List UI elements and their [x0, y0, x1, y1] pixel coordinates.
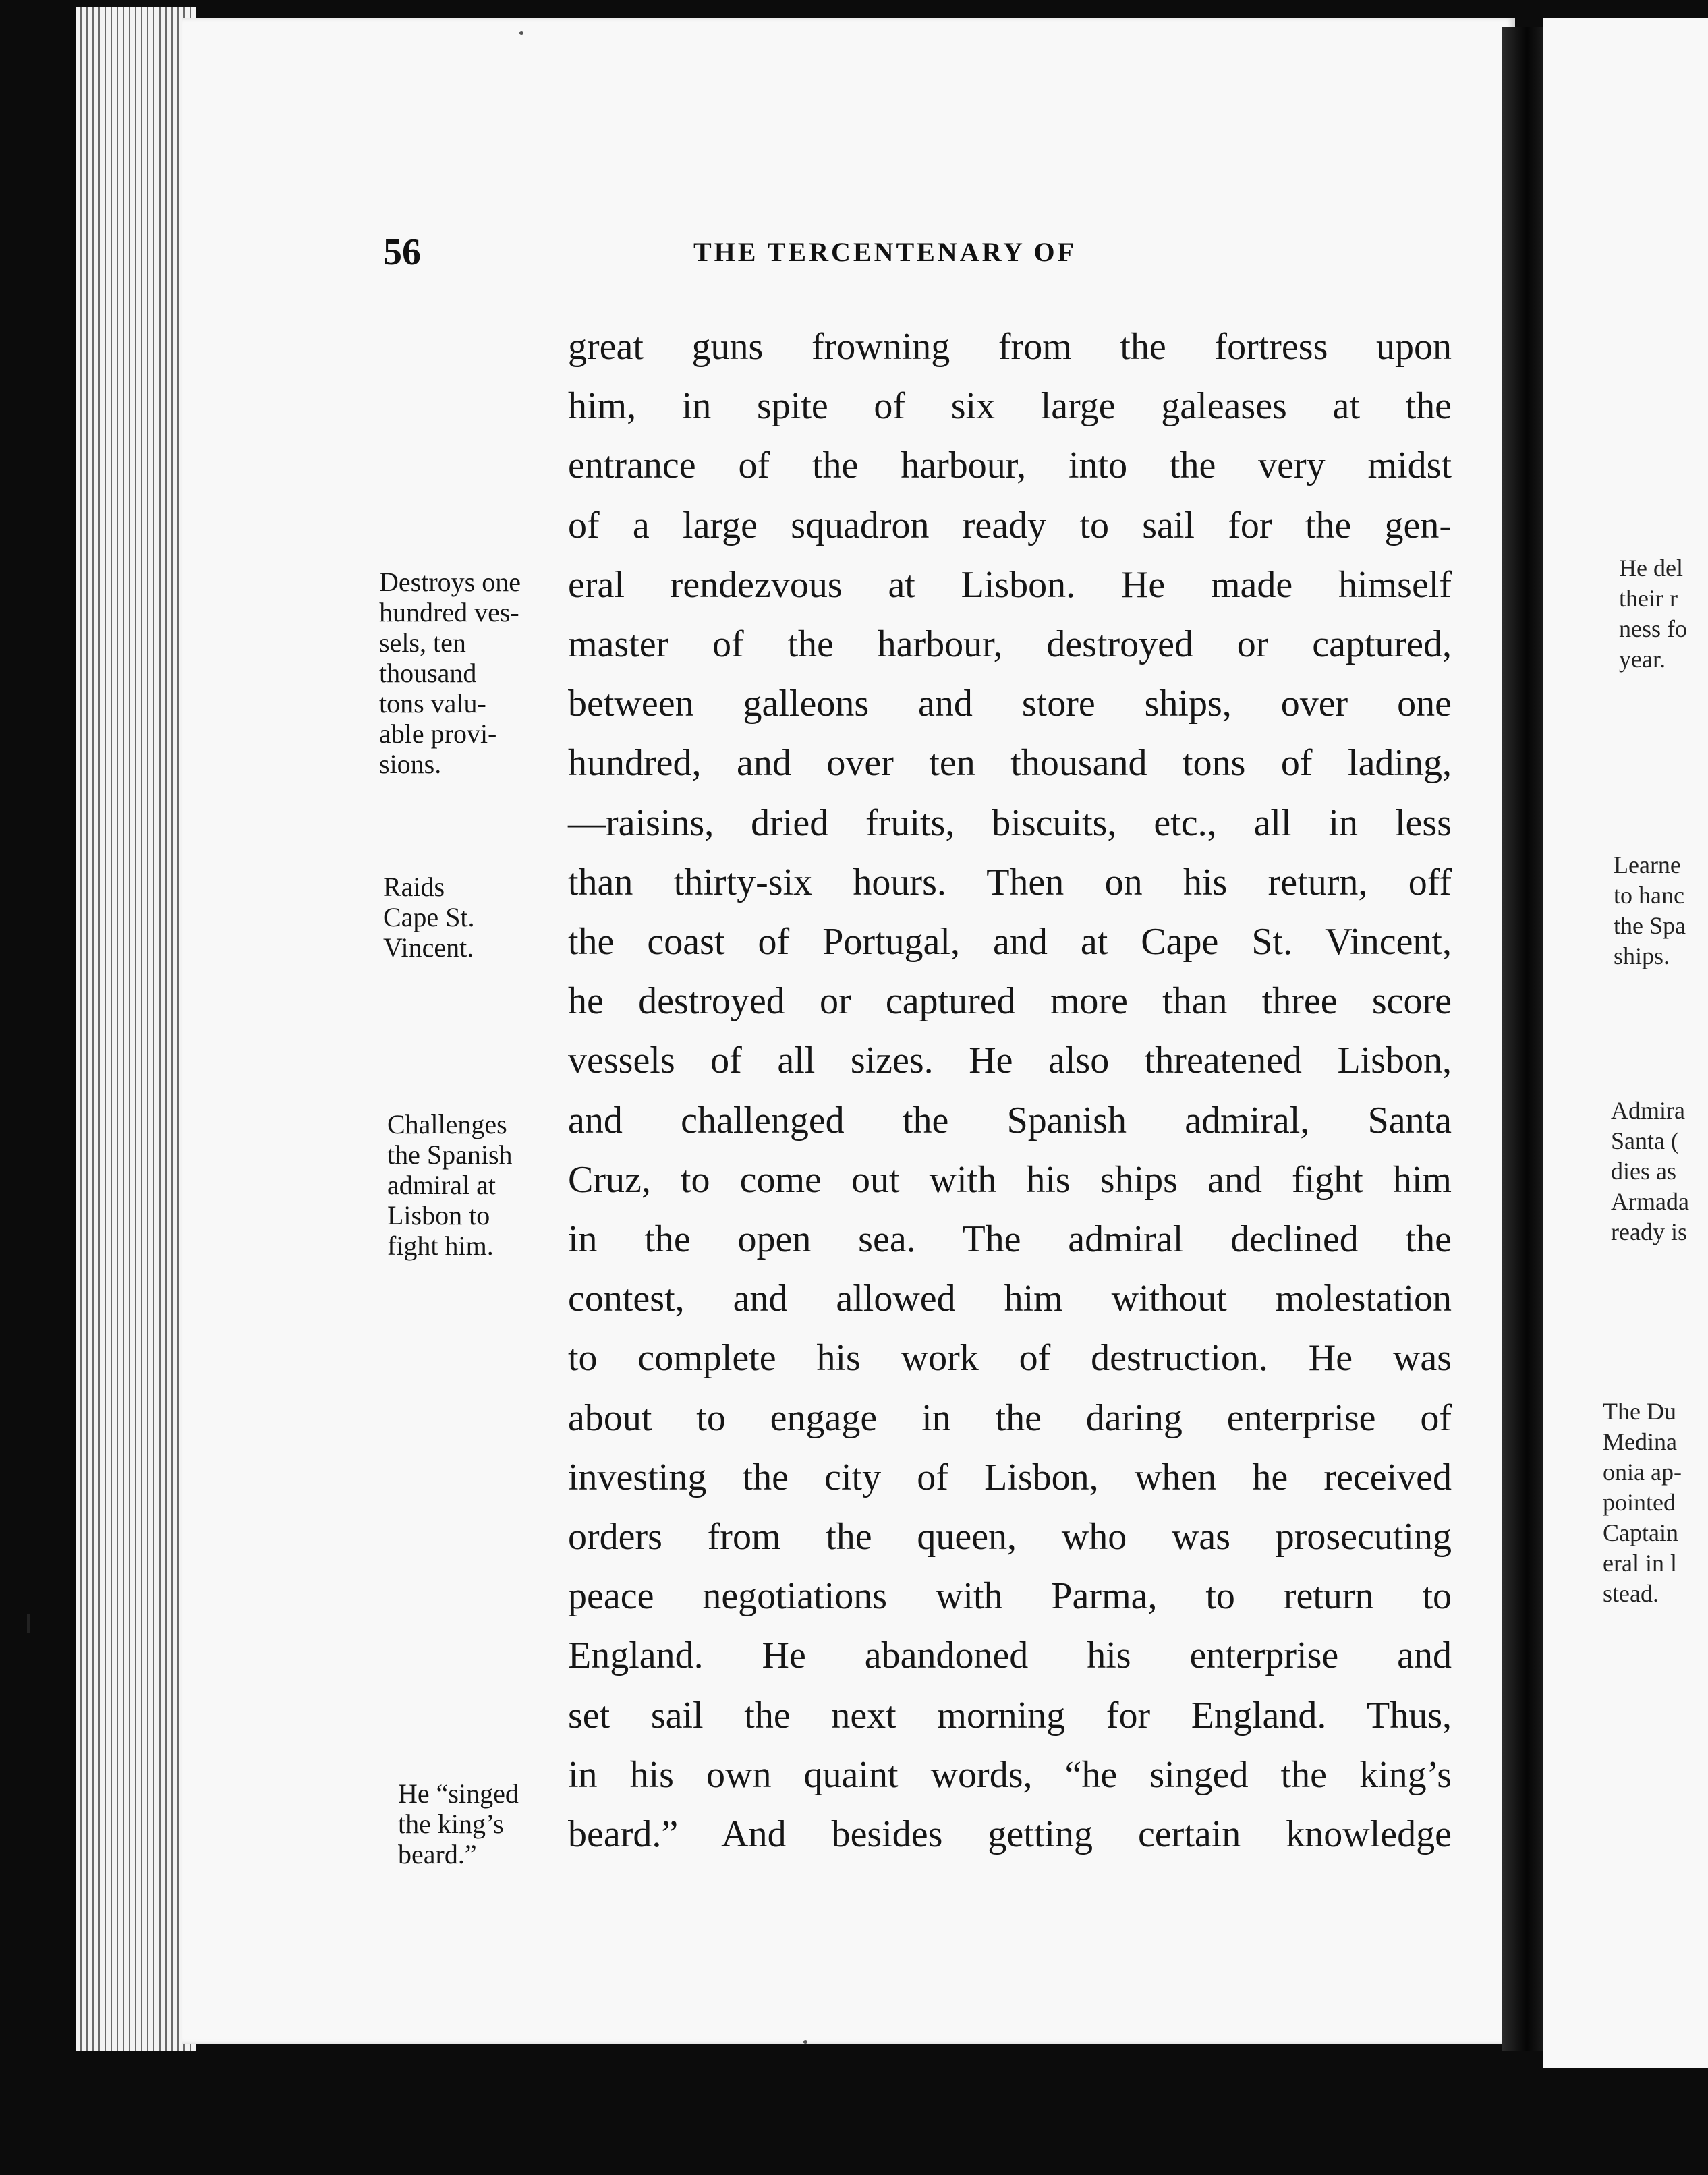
page-header [383, 231, 1435, 274]
side-note-line: onia ap- [1603, 1459, 1682, 1486]
side-note-line: He “singed [398, 1778, 519, 1809]
side-note-line: Challenges [387, 1109, 507, 1139]
side-note-challenges-admiral [387, 1109, 513, 1261]
running-head: THE TERCENTENARY OF [693, 237, 1077, 267]
text-line: —raisins, dried fruits, biscuits, etc., all in less [568, 801, 1452, 844]
side-note-line: ships. [1614, 942, 1670, 969]
side-note-line: Admira [1611, 1097, 1685, 1124]
text-line: than thirty-six hours. Then on his return, off [568, 861, 1452, 903]
side-note-line: He del [1619, 555, 1683, 582]
right-side-note-3 [1611, 1096, 1689, 1247]
text-line: beard.” And besides getting certain knowledge [568, 1813, 1452, 1856]
side-note-line: admiral at [387, 1170, 496, 1200]
side-note-line: dies as [1611, 1158, 1676, 1185]
side-note-line: to hanc [1614, 882, 1684, 909]
side-note-line: fight him. [387, 1231, 494, 1261]
side-note-line: Vincent. [383, 932, 474, 963]
side-note-singed-beard [398, 1778, 519, 1869]
text-line: contest, and allowed him without molestation [568, 1278, 1452, 1320]
body-text [568, 317, 1452, 1864]
side-note-line: eral in l [1603, 1550, 1677, 1577]
side-note-line: beard.” [398, 1839, 477, 1869]
side-note-line: Lisbon to [387, 1200, 490, 1231]
text-line: orders from the queen, who was prosecuting [568, 1516, 1452, 1558]
side-note-line: thousand [379, 658, 477, 688]
right-side-note-1 [1619, 553, 1687, 675]
text-line: hundred, and over ten thousand tons of lading, [568, 742, 1452, 785]
margin-mark [27, 1614, 30, 1633]
side-note-line: hundred ves- [379, 597, 519, 627]
right-side-note-4 [1603, 1396, 1682, 1609]
side-note-line: sels, ten [379, 627, 466, 658]
side-note-line: Santa ( [1611, 1127, 1679, 1154]
book-gutter [1502, 27, 1543, 2051]
side-note-line: year. [1619, 646, 1666, 673]
side-note-line: the king’s [398, 1809, 504, 1839]
side-note-line: Learne [1614, 851, 1681, 878]
text-line: peace negotiations with Parma, to return to [568, 1575, 1452, 1618]
text-line: and challenged the Spanish admiral, Santa [568, 1099, 1452, 1141]
text-line: great guns frowning from the fortress upon [568, 326, 1452, 368]
text-line: he destroyed or captured more than three score [568, 980, 1452, 1023]
side-note-line: The Du [1603, 1398, 1676, 1425]
side-note-line: Cape St. [383, 902, 475, 932]
side-note-line: pointed [1603, 1489, 1676, 1516]
side-note-line: the Spa [1614, 912, 1686, 939]
side-note-line: Medina [1603, 1428, 1677, 1455]
text-line: of a large squadron ready to sail for the gen- [568, 504, 1452, 546]
text-line: entrance of the harbour, into the very midst [568, 445, 1452, 487]
side-note-line: stead. [1603, 1580, 1659, 1607]
side-note-destroys-vessels [379, 567, 521, 779]
right-page-edge [1543, 18, 1708, 2068]
side-note-line: Destroys one [379, 567, 521, 597]
side-note-line: ready is [1611, 1218, 1687, 1245]
text-line: him, in spite of six large galeases at the [568, 385, 1452, 428]
side-note-line: tons valu- [379, 688, 486, 718]
side-note-line: Captain [1603, 1519, 1678, 1546]
text-line: to complete his work of destruction. He was [568, 1337, 1452, 1380]
text-line: in the open sea. The admiral declined the [568, 1218, 1452, 1261]
side-note-line: their r [1619, 585, 1678, 612]
side-note-line: sions. [379, 749, 442, 779]
right-side-note-2 [1614, 850, 1686, 971]
text-line: vessels of all sizes. He also threatened Lisbon, [568, 1040, 1452, 1082]
text-line: eral rendezvous at Lisbon. He made himself [568, 563, 1452, 606]
side-note-line: Armada [1611, 1188, 1689, 1215]
side-note-line: ness fo [1619, 615, 1687, 642]
text-line: investing the city of Lisbon, when he received [568, 1456, 1452, 1498]
text-line: the coast of Portugal, and at Cape St. Vincent, [568, 921, 1452, 963]
side-note-line: Raids [383, 872, 445, 902]
text-line: between galleons and store ships, over one [568, 683, 1452, 725]
page-number: 56 [383, 231, 421, 273]
text-line: in his own quaint words, “he singed the king’s [568, 1753, 1452, 1796]
text-line: set sail the next morning for England. Thus, [568, 1694, 1452, 1736]
side-note-line: the Spanish [387, 1139, 513, 1170]
text-line: England. He abandoned his enterprise and [568, 1635, 1452, 1677]
speck [803, 2040, 807, 2044]
text-line: Cruz, to come out with his ships and fight him [568, 1158, 1452, 1201]
side-note-line: able provi- [379, 718, 497, 749]
page-edges [76, 7, 196, 2051]
speck [519, 31, 523, 35]
text-line: about to engage in the daring enterprise of [568, 1396, 1452, 1439]
side-note-raids-cape [383, 872, 475, 963]
text-line: master of the harbour, destroyed or captured, [568, 623, 1452, 666]
